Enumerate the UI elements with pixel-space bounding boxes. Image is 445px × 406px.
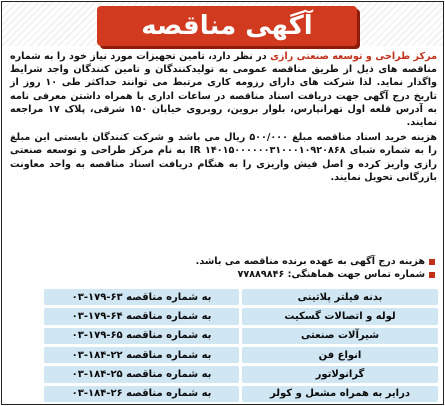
watermark <box>8 327 48 387</box>
tender-number: به شماره مناقصه ۲۶-۱۸۴-۰۳ <box>44 386 239 402</box>
paragraph-1-text: در نظر دارد، تامین تجهیزات مورد نیاز خود را به شماره مناقصه های ذیل از طریق مناقصه عمومی به تولیدکنندگان و تامین کنندگان واجد شرایط واگذار نماید. لذا شرکت های دارای رزومه کاری مرتبط می توانند حداکثر طی ۱۰ روز از تاریخ درج آگهی جهت دریافت اسناد مناقصه در ساعات اداری با همراه داشتن معرفی نامه به آدرس قلعه اول تهرانپارس، بلوار بروین، روبروی خیابان ۱۵۰ شرقی، پلاک ۱۷ مراجعه نمایند. <box>10 51 437 129</box>
ad-title: آگهی مناقصه <box>141 11 313 41</box>
organization-name: مرکز طراحی و توسعه صنعتی رازی <box>270 51 438 62</box>
table-row <box>44 289 438 305</box>
body-paragraph-1 <box>10 50 437 129</box>
body-paragraph-2: هزینه خرید اسناد مناقصه مبلغ ۵۰۰/۰۰۰ ریال می باشد و شرکت کنندگان بایستی این مبلغ را به شماره شبای IR ۱۴۰۱۵۰۰۰۰۰۰۳۱۰۰۰۱۰۹۲۰۸۶۸ به نام مرکز طراحی و توسعه صنعتی رازی واریز کرده و اصل فیش واریزی را به هنگام دریافت اسناد مناقصه به واحد معاونت بازرگانی تحویل نمایند. <box>10 132 437 183</box>
tender-item: انواع فن <box>242 347 438 363</box>
table-row <box>44 347 438 363</box>
tender-number: به شماره مناقصه ۲۲-۱۸۴-۰۳ <box>44 347 239 363</box>
table-row <box>44 366 438 382</box>
ad-frame <box>1 1 444 405</box>
tender-item: گرانولاتور <box>242 366 438 382</box>
ad-body <box>10 50 437 186</box>
tender-item: درایر به همراه مشعل و کولر <box>242 386 438 402</box>
bullet-icon <box>429 272 435 278</box>
tender-number: به شماره مناقصه ۶۵-۱۷۹-۰۳ <box>44 328 239 344</box>
table-row <box>44 328 438 344</box>
table-row <box>44 308 438 324</box>
notes <box>8 255 435 281</box>
tender-number: به شماره مناقصه ۶۳-۱۷۹-۰۳ <box>44 289 239 305</box>
tender-number: به شماره مناقصه ۶۴-۱۷۹-۰۳ <box>44 308 239 324</box>
tender-table <box>44 289 438 402</box>
note-line <box>8 268 435 281</box>
note-text: هزینه درج آگهی به عهده برنده مناقصه می باشد. <box>195 256 425 267</box>
note-text: شماره تماس جهت هماهنگی: ۷۷۸۸۹۸۴۶ <box>237 269 425 280</box>
note-line <box>8 255 435 268</box>
tender-item: بدنه فیلتر پلاتینی <box>242 289 438 305</box>
bullet-icon <box>429 259 435 265</box>
tender-item: شیرآلات صنعتی <box>242 328 438 344</box>
title-banner <box>97 6 357 46</box>
tender-item: لوله و اتصالات گسکیت <box>242 308 438 324</box>
tender-number: به شماره مناقصه ۲۵-۱۸۴-۰۳ <box>44 366 239 382</box>
table-row <box>44 386 438 402</box>
